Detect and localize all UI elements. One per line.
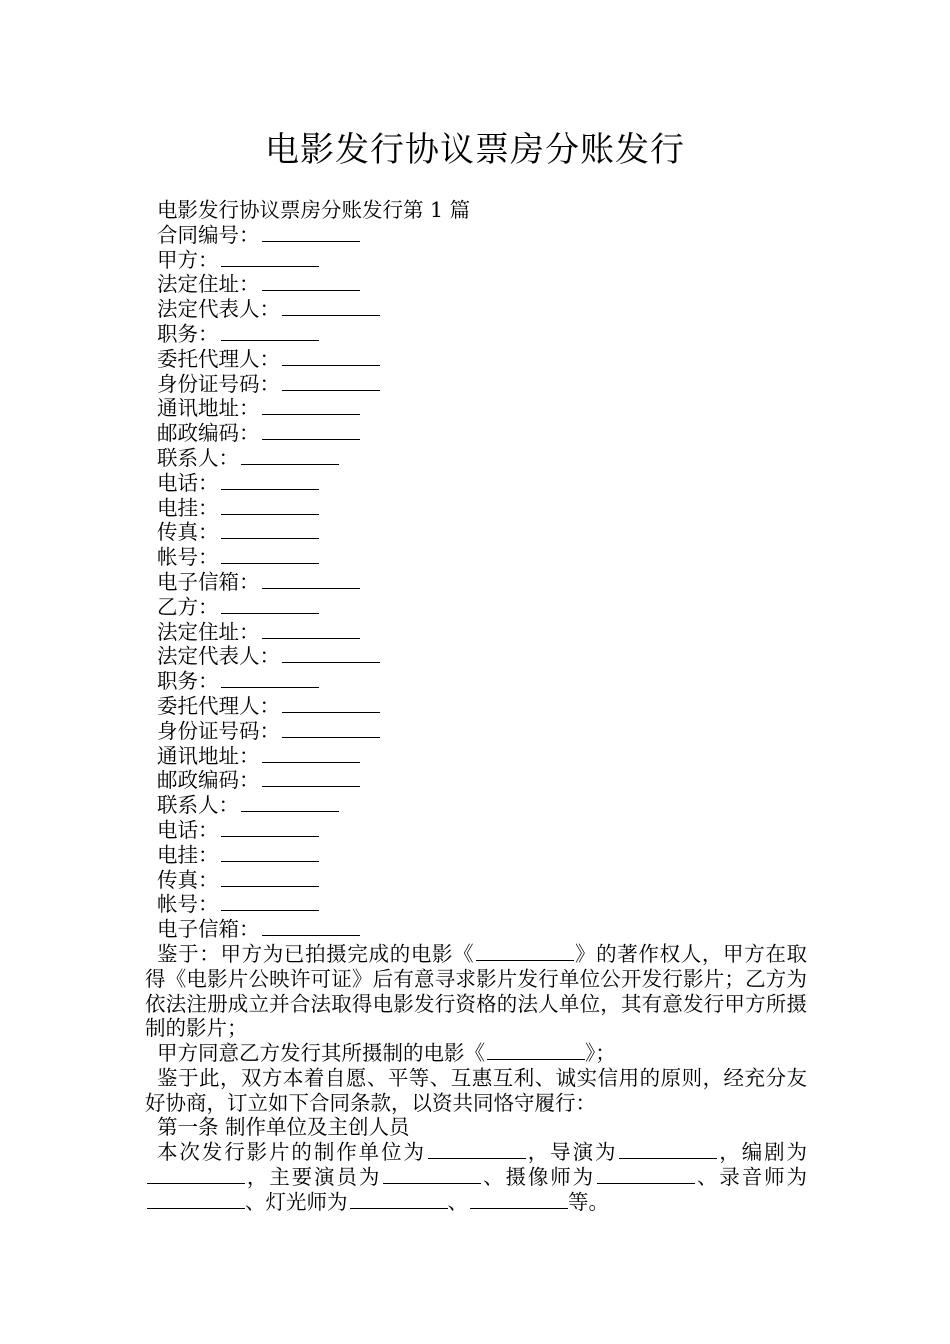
field-line: 电挂： [145, 843, 807, 868]
party-a-fields [145, 223, 807, 595]
article-heading: 第一条 制作单位及主创人员 [157, 1115, 410, 1140]
field-line: 合同编号： [145, 223, 807, 248]
blank-line [282, 647, 380, 663]
document-title: 电影发行协议票房分账发行 [265, 130, 685, 170]
field-line: 帐号： [145, 545, 807, 570]
field-line: 邮政编码： [145, 768, 807, 793]
field-line: 帐号： [145, 892, 807, 917]
blank-line [241, 449, 339, 465]
field-line: 委托代理人： [145, 347, 807, 372]
recital-paragraph: 鉴于：甲方为已拍摄完成的电影《 》的著作权人，甲方在取得《电影片公映许可证》后有意寻求影片发行单位公开发行影片；乙方为依法注册成立并合法取得电影发行资格的法人单位，其有意发行甲方所摄制的影片； [145, 941, 808, 1041]
section-heading: 电影发行协议票房分账发行第 1 篇 [157, 198, 471, 222]
blank-line [221, 499, 319, 515]
blank-line [147, 1193, 245, 1209]
document-body [145, 198, 807, 1215]
field-line: 甲方： [145, 248, 807, 273]
blank-line [476, 945, 574, 961]
field-line: 电话： [145, 471, 807, 496]
blank-line [470, 1193, 568, 1209]
blank-line [221, 895, 319, 911]
blank-line [282, 697, 380, 713]
blank-line [597, 1168, 695, 1184]
party-b-fields [145, 595, 807, 942]
blank-line [221, 846, 319, 862]
blank-line [262, 623, 360, 639]
blank-line [221, 672, 319, 688]
field-line: 乙方： [145, 595, 807, 620]
field-line: 身份证号码： [145, 372, 807, 397]
blank-line [221, 548, 319, 564]
blank-line [350, 1193, 448, 1209]
consent-paragraph: 甲方同意乙方发行其所摄制的电影《 》； [157, 1041, 616, 1066]
field-line: 职务： [145, 322, 807, 347]
blank-line [262, 399, 360, 415]
blank-line [428, 1143, 526, 1159]
blank-line [262, 226, 360, 242]
field-line: 委托代理人： [145, 694, 807, 719]
blank-line [241, 796, 339, 812]
blank-line [282, 350, 380, 366]
field-line: 电话： [145, 818, 807, 843]
field-line: 传真： [145, 520, 807, 545]
blank-line [282, 722, 380, 738]
field-line: 法定代表人： [145, 644, 807, 669]
blank-line [383, 1168, 481, 1184]
field-line: 电子信箱： [145, 570, 807, 595]
blank-line [221, 871, 319, 887]
agreement-paragraph: 鉴于此，双方本着自愿、平等、互惠互利、诚实信用的原则，经充分友好协商，订立如下合同条款，以资共同恪守履行： [145, 1065, 807, 1115]
blank-line [221, 523, 319, 539]
field-line: 通讯地址： [145, 744, 807, 769]
blank-line [262, 573, 360, 589]
field-line: 电子信箱： [145, 917, 807, 942]
blank-line [282, 300, 380, 316]
blank-line [147, 1168, 245, 1184]
blank-line [262, 920, 360, 936]
field-line: 通讯地址： [145, 396, 807, 421]
field-line: 法定代表人： [145, 297, 807, 322]
field-line: 法定住址： [145, 620, 807, 645]
blank-line [221, 325, 319, 341]
blank-line [262, 275, 360, 291]
article-paragraph: 本次发行影片的制作单位为 ，导演为 ，编剧为，主要演员为 、摄像师为 、录音师为、灯光师为 、 等。 [145, 1140, 807, 1214]
blank-line [262, 424, 360, 440]
blank-line [619, 1143, 717, 1159]
blank-line [262, 771, 360, 787]
blank-line [221, 598, 319, 614]
field-line: 电挂： [145, 496, 807, 521]
field-line: 邮政编码： [145, 421, 807, 446]
blank-line [487, 1044, 585, 1060]
field-line: 联系人： [145, 446, 807, 471]
field-line: 身份证号码： [145, 719, 807, 744]
field-line: 联系人： [145, 793, 807, 818]
field-line: 传真： [145, 868, 807, 893]
field-line: 法定住址： [145, 272, 807, 297]
blank-line [282, 375, 380, 391]
field-line: 职务： [145, 669, 807, 694]
blank-line [262, 747, 360, 763]
blank-line [221, 251, 319, 267]
blank-line [221, 474, 319, 490]
blank-line [221, 821, 319, 837]
